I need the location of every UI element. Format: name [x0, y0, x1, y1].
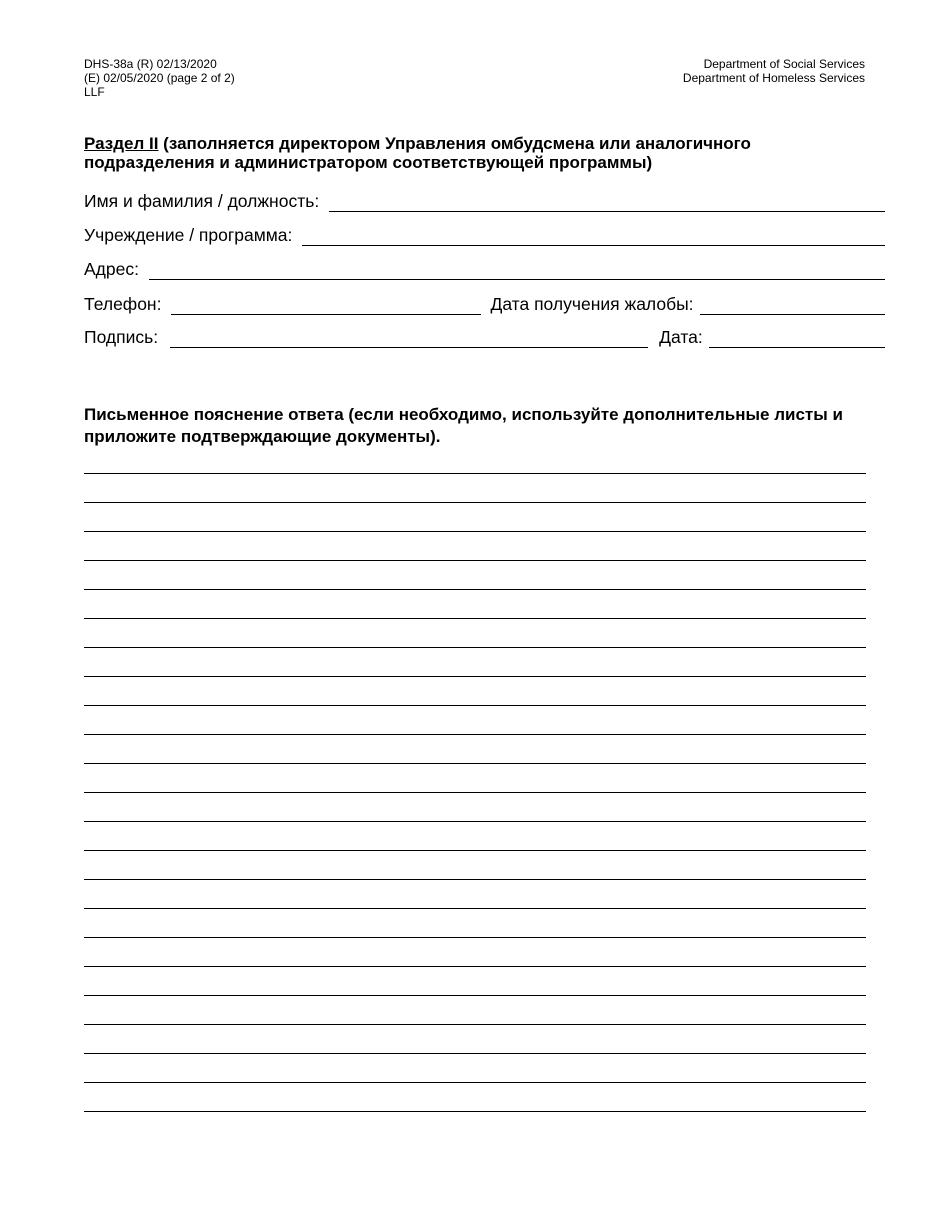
- form-header-right: [683, 57, 865, 85]
- department-homeless-services: Department of Homeless Services: [682, 71, 865, 85]
- complaint-date-label: Дата получения жалобы:: [490, 294, 694, 314]
- explanation-line[interactable]: [84, 503, 866, 532]
- signature-field[interactable]: [170, 327, 648, 348]
- explanation-line[interactable]: [84, 1083, 866, 1112]
- explanation-line[interactable]: [84, 648, 866, 677]
- complaint-date-field[interactable]: [700, 294, 885, 315]
- explanation-line[interactable]: [84, 764, 866, 793]
- facility-label: Учреждение / программа:: [84, 225, 293, 245]
- name-title-field[interactable]: [329, 191, 885, 212]
- facility-row: [84, 222, 885, 246]
- name-title-label: Имя и фамилия / должность:: [84, 191, 320, 211]
- explanation-line[interactable]: [84, 706, 866, 735]
- explanation-line[interactable]: [84, 1054, 866, 1083]
- date-field[interactable]: [709, 327, 885, 348]
- phone-label: Телефон:: [84, 294, 162, 314]
- section-description: (заполняется директором Управления омбудсмена или аналогичного подразделения и администратором соответствующей программы): [84, 134, 751, 172]
- explanation-line[interactable]: [84, 938, 866, 967]
- address-field[interactable]: [149, 259, 885, 280]
- explanation-line[interactable]: [84, 1025, 866, 1054]
- form-header-left: [84, 57, 235, 99]
- facility-field[interactable]: [302, 225, 885, 246]
- signature-label: Подпись:: [84, 327, 159, 347]
- phone-field[interactable]: [171, 294, 481, 315]
- explanation-line[interactable]: [84, 909, 866, 938]
- department-social-services: Department of Social Services: [703, 57, 865, 71]
- section-number: Раздел II: [84, 134, 159, 153]
- address-row: [84, 256, 885, 280]
- explanation-line[interactable]: [84, 996, 866, 1025]
- form-edition: (E) 02/05/2020 (page 2 of 2): [84, 71, 235, 85]
- explanation-lines[interactable]: [84, 445, 866, 1112]
- form-id: DHS-38a (R) 02/13/2020: [84, 57, 217, 71]
- date-label: Дата:: [659, 327, 703, 347]
- explanation-line[interactable]: [84, 445, 866, 474]
- explanation-line[interactable]: [84, 590, 866, 619]
- form-code: LLF: [84, 85, 105, 99]
- signature-row: [84, 324, 885, 348]
- name-title-row: [84, 188, 885, 212]
- explanation-line[interactable]: [84, 967, 866, 996]
- explanation-line[interactable]: [84, 793, 866, 822]
- section-title: [84, 134, 874, 172]
- explanation-title: Письменное пояснение ответа (если необходимо, используйте дополнительные листы и приложите подтверждающие документы).: [84, 405, 843, 446]
- explanation-line[interactable]: [84, 822, 866, 851]
- explanation-line[interactable]: [84, 880, 866, 909]
- explanation-line[interactable]: [84, 851, 866, 880]
- explanation-line[interactable]: [84, 735, 866, 764]
- address-label: Адрес:: [84, 259, 139, 279]
- explanation-line[interactable]: [84, 677, 866, 706]
- explanation-line[interactable]: [84, 561, 866, 590]
- explanation-line[interactable]: [84, 532, 866, 561]
- phone-row: [84, 291, 885, 315]
- explanation-line[interactable]: [84, 474, 866, 503]
- explanation-line[interactable]: [84, 619, 866, 648]
